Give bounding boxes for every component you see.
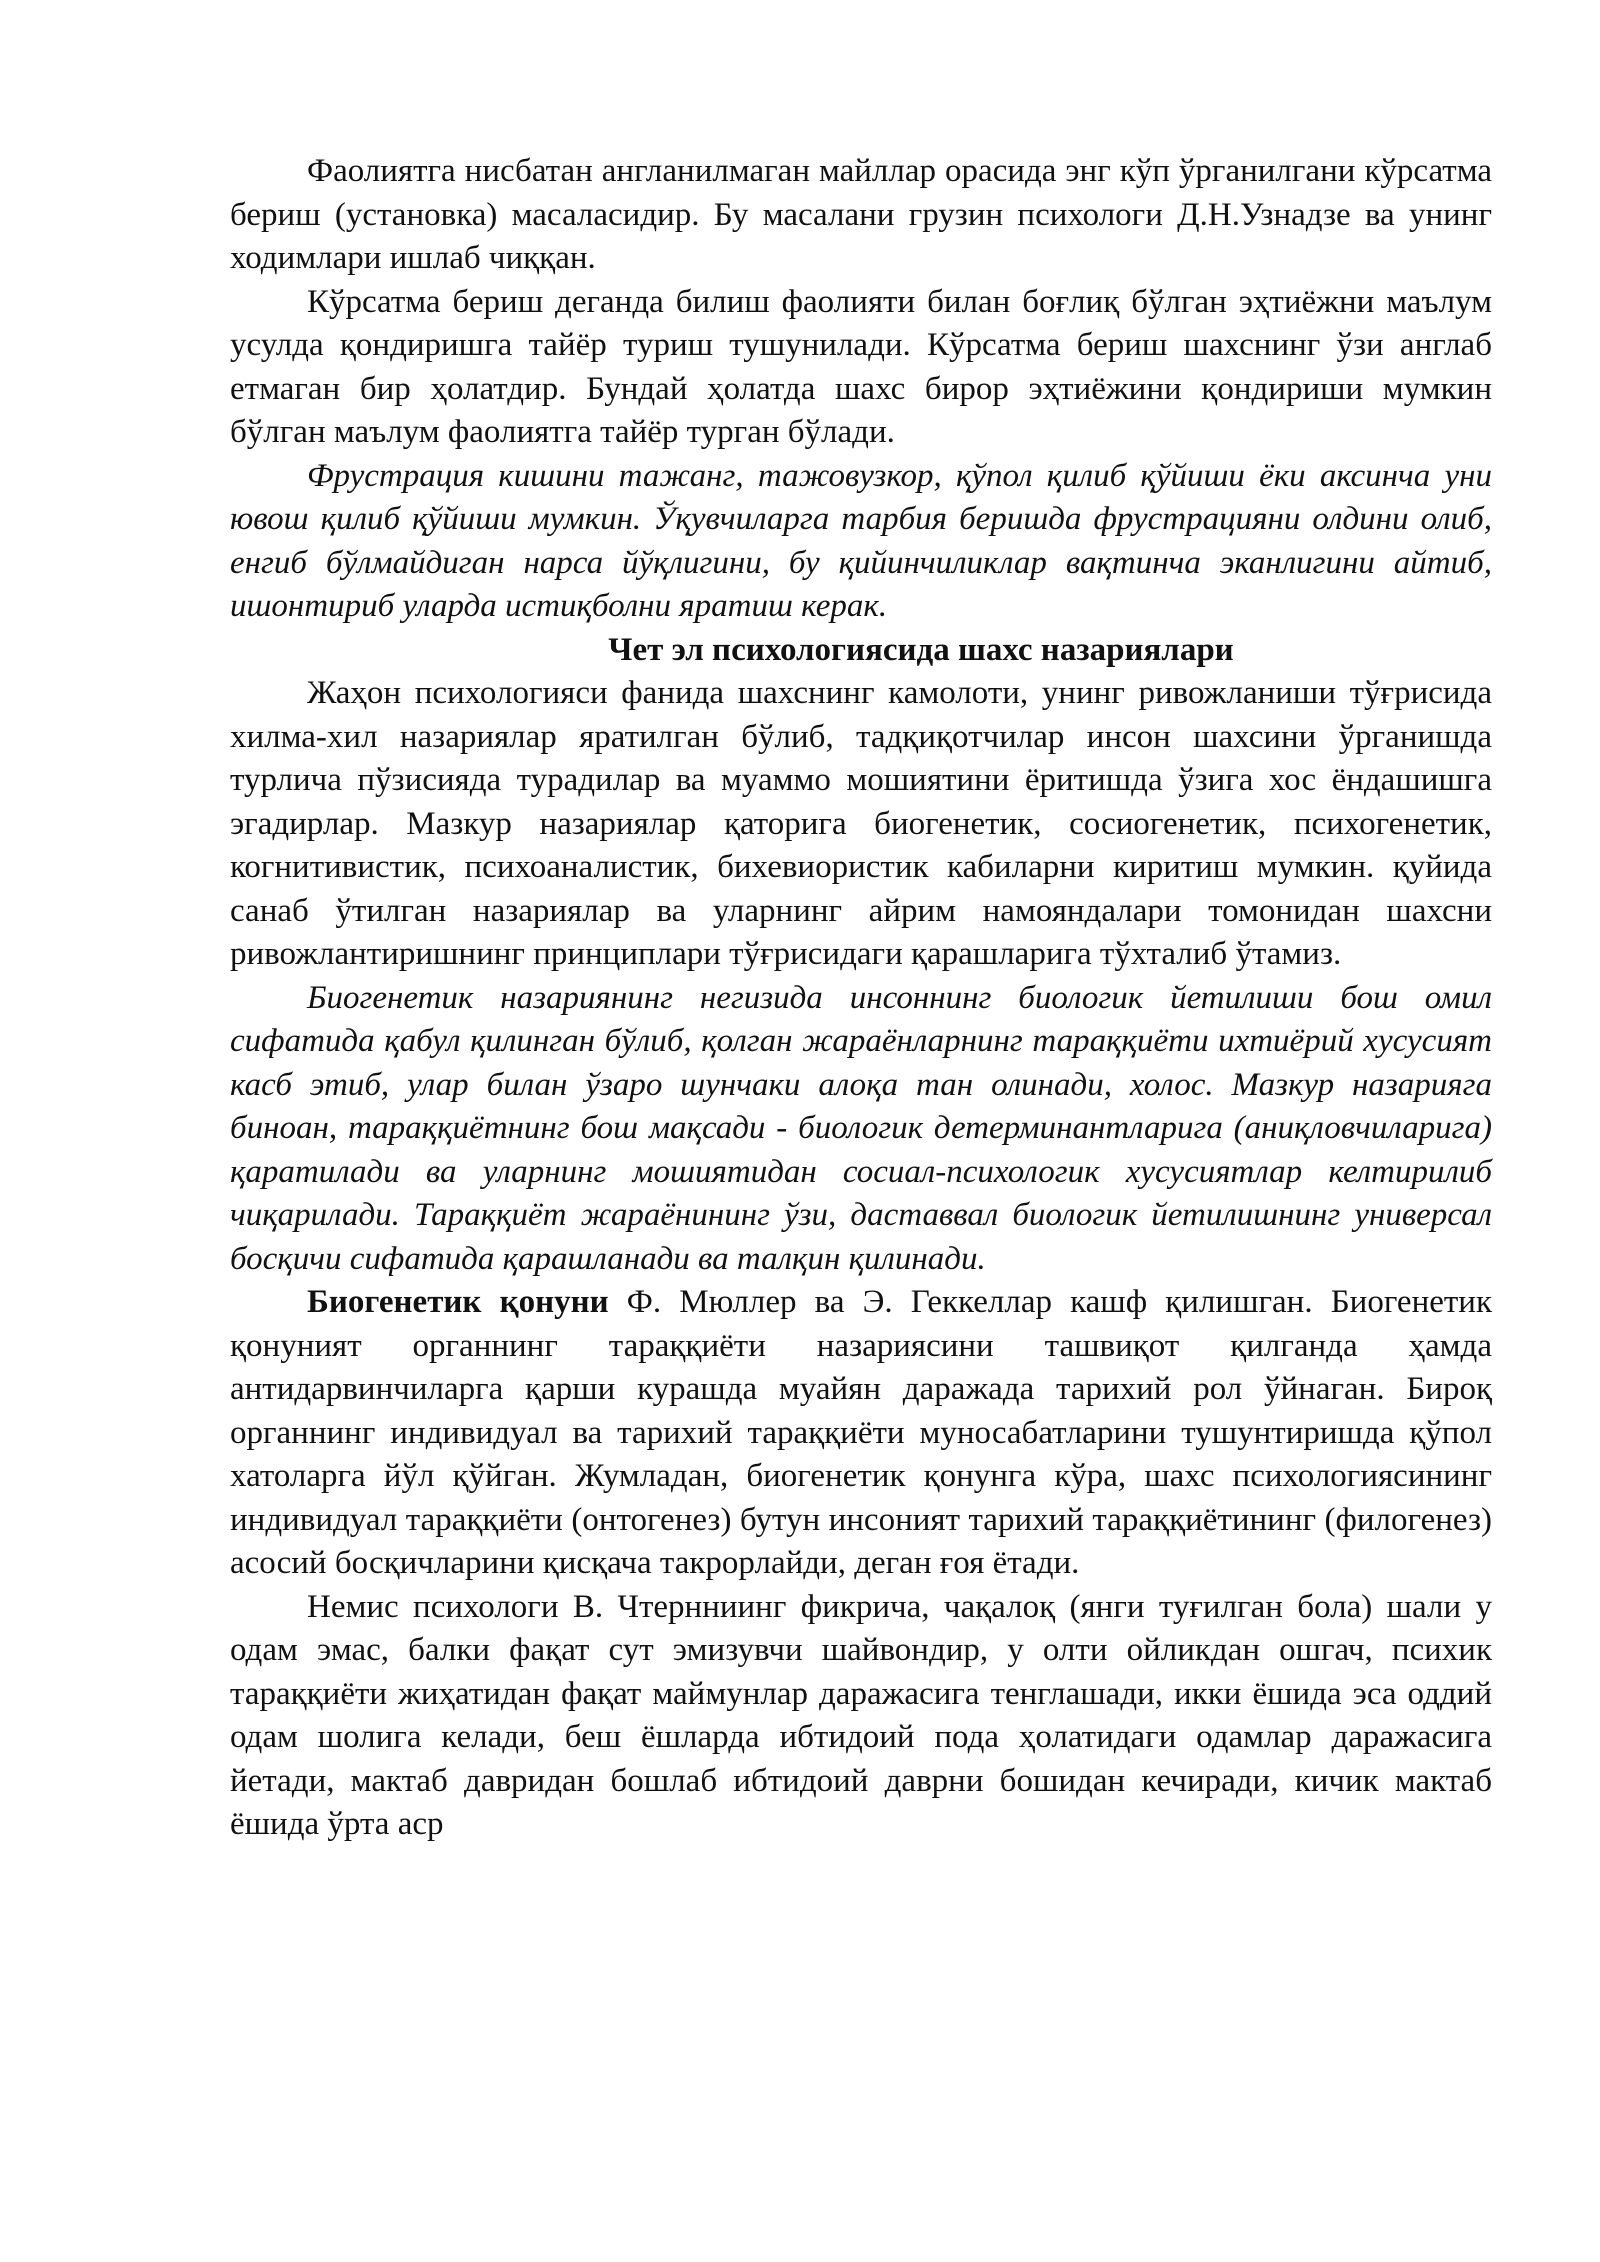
section-heading: Чет эл психологиясида шахс назариялари xyxy=(608,631,1234,668)
paragraph-biogenetic-theory: Биогенетик назариянинг негизида инсоннинг биологик йетилиши бош омил сифатида қабул қилинган бўлиб, қолган жараёнларнинг тараққиёти ихтиёрий хусусият касб этиб, улар билан ўзаро шунчаки алоқа тан олинади, холос. Мазкур назарияга биноан, тараққиётнинг бош мақсади - биологик детерминантларига (аниқловчиларига) қаратилади ва уларнинг мошиятидан сосиал-психологик хусусиятлар келтирилиб чиқарилади. Тараққиёт жараёнининг ўзи, даставвал биологик йетилишнинг универсал босқичи сифатида қарашланади ва талқин қилинади. xyxy=(230,979,1492,1277)
paragraph-installation-definition: Кўрсатма бериш деганда билиш фаолияти билан боғлиқ бўлган эҳтиёжни маълум усулда қондиришга тайёр туриш тушунилади. Кўрсатма бериш шахснинг ўзи англаб етмаган бир ҳолатдир. Бундай ҳолатда шахс бирор эҳтиёжини қондириши мумкин бўлган маълум фаолиятга тайёр турган бўлади. xyxy=(230,283,1492,450)
paragraph-installation: Фаолиятга нисбатан англанилмаган майллар орасида энг кўп ўрганилгани кўрсатма бериш (установка) масаласидир. Бу масалани грузин психологи Д.Н.Узнадзе ва унинг ходимлари ишлаб чиққан. xyxy=(230,153,1492,276)
paragraph-frustration: Фрустрация кишини тажанг, тажовузкор, қўпол қилиб қўйиши ёки аксинча уни ювош қилиб қўйиши мумкин. Ўқувчиларга тарбия беришда фрустрацияни олдини олиб, енгиб бўлмайдиган нарса йўқлигини, бу қийинчиликлар вақтинча эканлигини айтиб, ишонтириб уларда истиқболни яратиш керак. xyxy=(230,457,1492,624)
paragraph-biogenetic-law xyxy=(230,1281,1492,1586)
paragraph-world-psychology: Жаҳон психологияси фанида шахснинг камолоти, унинг ривожланиши тўғрисида хилма-хил назариялар яратилган бўлиб, тадқиқотчилар инсон шахсини ўрганишда турлича пўзисияда турадилар ва муаммо мошиятини ёритишда ўзига хос ёндашишга эгадирлар. Мазкур назариялар қаторига биогенетик, сосиогенетик, психогенетик, когнитивистик, психоаналистик, бихевиористик кабиларни киритиш мумкин. қуйида санаб ўтилган назариялар ва уларнинг айрим намояндалари томонидан шахсни ривожлантиришнинг принциплари тўғрисидаги қарашларига тўхталиб ўтамиз. xyxy=(230,675,1492,972)
paragraph-stern-opinion: Немис психологи В. Чтернниинг фикрича, чақалоқ (янги туғилган бола) шали у одам эмас, балки фақат сут эмизувчи шайвондир, у олти ойликдан ошгач, психик тараққиёти жиҳатидан фақат маймунлар даражасига тенглашади, икки ёшида эса оддий одам шолига келади, беш ёшларда ибтидоий пода ҳолатидаги одамлар даражасига йетади, мактаб давридан бошлаб ибтидоий даврни бошидан кечиради, кичик мактаб ёшида ўрта аср xyxy=(230,1588,1492,1842)
biogenetic-law-term: Биогенетик қонуни xyxy=(307,1284,609,1320)
biogenetic-law-text: Ф. Мюллер ва Э. Геккеллар кашф қилишган. Биогенетик қонуният органнинг тараққиёти назариясини ташвиқот қилганда ҳамда антидарвинчиларга қарши курашда муайян даражада тарихий рол ўйнаган. Бироқ органнинг индивидуал ва тарихий тараққиёти муносабатларини тушунтиришда қўпол хатоларга йўл қўйган. Жумладан, биогенетик қонунга кўра, шахс психологиясининг индивидуал тараққиёти (онтогенез) бутун инсоният тарихий тараққиётининг (филогенез) асосий босқичларини қисқача такрорлайди, деган ғоя ётади. xyxy=(230,1284,1493,1581)
document-page xyxy=(230,150,1492,1847)
